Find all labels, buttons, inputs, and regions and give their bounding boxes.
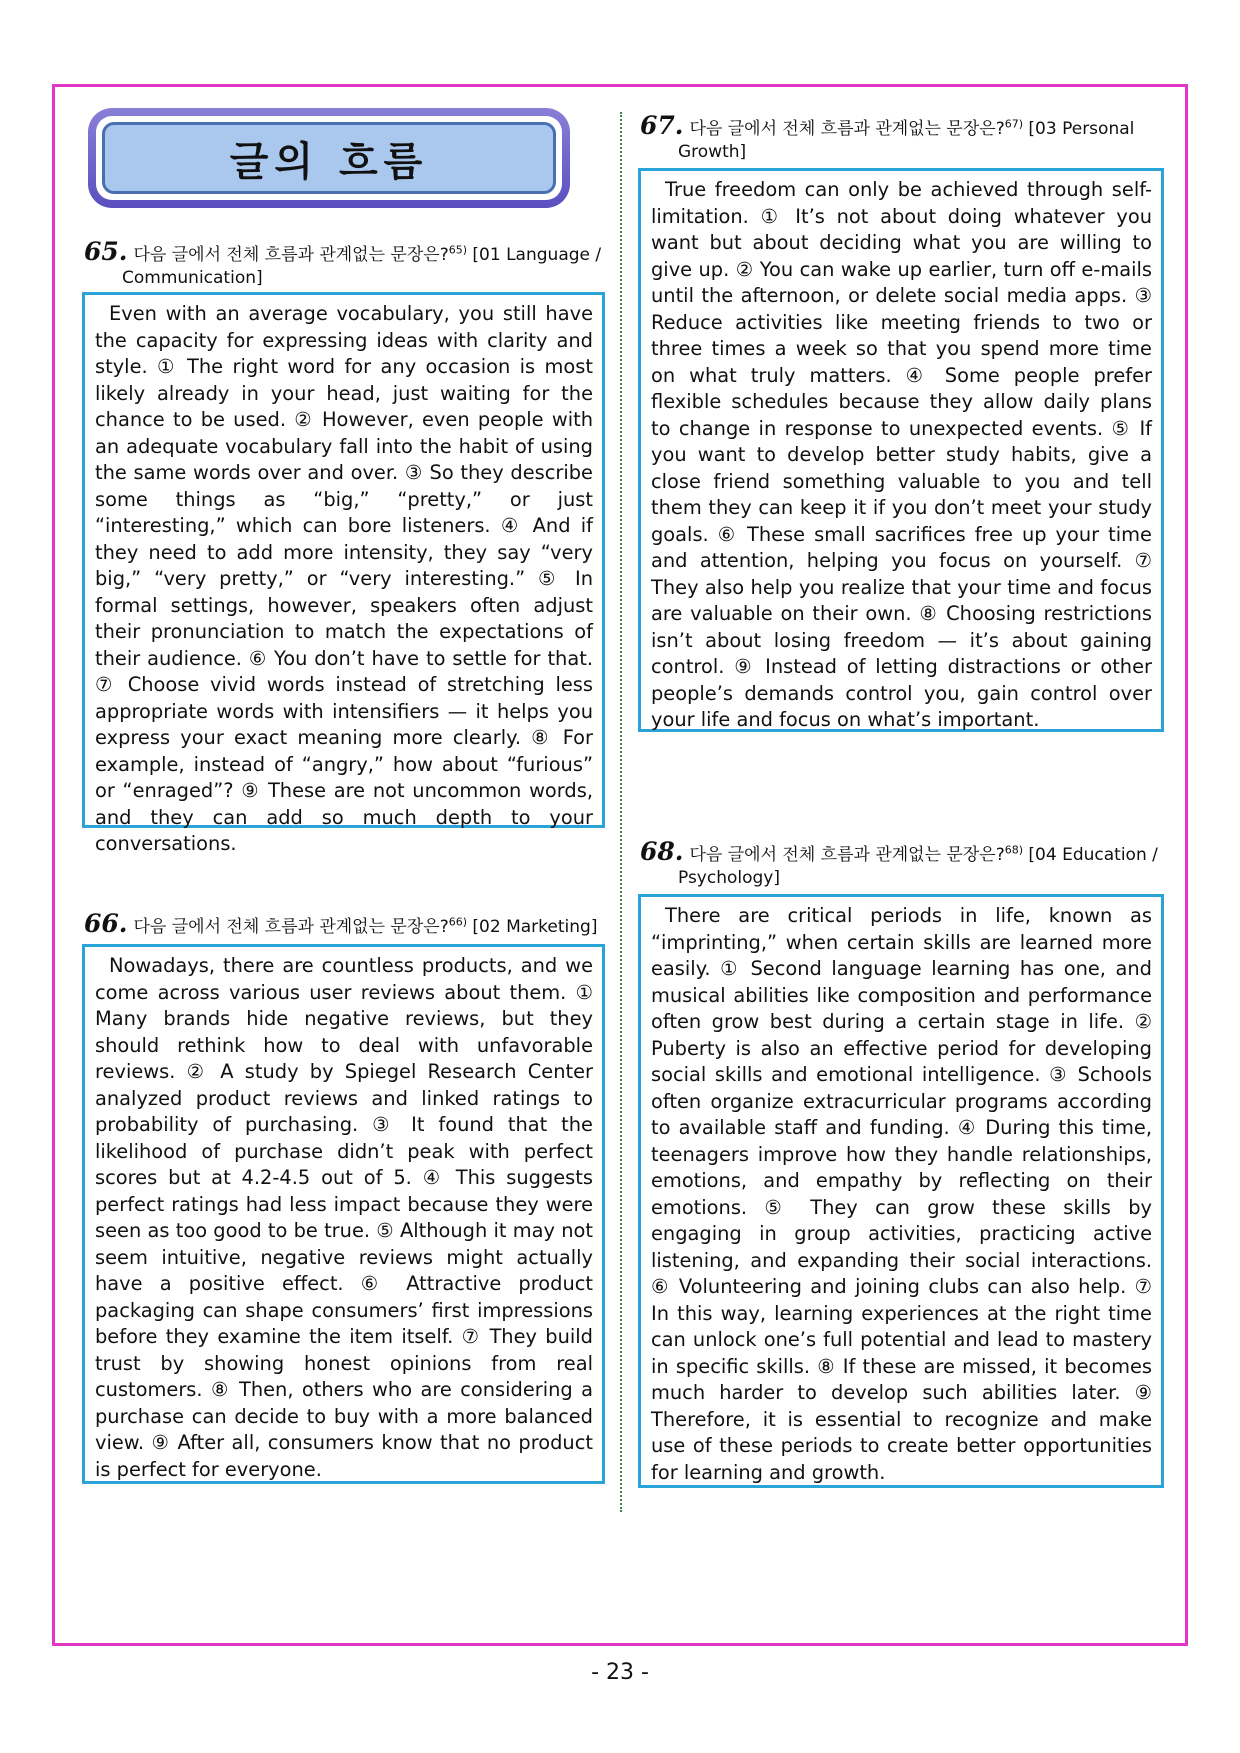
passage-text: True freedom can only be achieved through self-limitation. ① It’s not about doing whatever you want but about deciding what you are willing to give up. ② You can wake up earlier, turn off e-mails until the afternoon, or delete social media apps. ③ Reduce activities like meeting friends to two or three times a week so that you spend more time on what truly matters. ④ Some people prefer flexible schedules because they allow daily plans to change in response to unexpected events. ⑤ If you want to develop better study habits, give a close friend something valuable to you and tell them they can keep it if you don’t meet your study goals. ⑥ These small sacrifices free up your time and attention, helping you focus on yourself. ⑦ They also help you realize that your time and focus are valuable on their own. ⑧ Choosing restrictions isn’t about losing freedom — it’s about gaining control. ⑨ Instead of letting distractions or other people’s demands control you, gain control over your life and focus on what’s important.	[651, 178, 1152, 731]
question-tag: [04 Education /	[1028, 845, 1158, 865]
question-tag-continued: Psychology]	[678, 868, 780, 888]
question-prompt: 다음 글에서 전체 흐름과 관계없는 문장은?	[133, 917, 449, 937]
column-divider	[620, 112, 622, 1512]
question-67-passage	[638, 168, 1164, 732]
question-number: 67.	[640, 111, 684, 140]
question-68-header	[640, 837, 1165, 890]
section-title-banner	[88, 108, 570, 208]
page-number: - 23 -	[591, 1660, 649, 1685]
passage-text: There are critical periods in life, known as “imprinting,” when certain skills are learned more easily. ① Second language learning has one, and musical abilities like composition and performance often grow best during a certain stage in life. ② Puberty is also an effective period for developing social skills and emotional intelligence. ③ Schools often organize extracurricular programs according to available staff and funding. ④ During this time, teenagers improve how they handle relationships, emotions, and empathy by reflecting on their emotions. ⑤ They can grow these skills by engaging in group activities, practicing active listening, and expanding their social interactions. ⑥ Volunteering and joining clubs can also help. ⑦ In this way, learning experiences at the right time can unlock one’s full potential and lead to mastery in specific skills. ⑧ If these are missed, it becomes much harder to develop such abilities later. ⑨ Therefore, it is essential to recognize and make use of these periods to create better opportunities for learning and growth.	[651, 904, 1152, 1484]
question-67-header	[640, 111, 1165, 164]
question-prompt: 다음 글에서 전체 흐름과 관계없는 문장은?	[689, 845, 1005, 865]
question-65-passage	[82, 292, 605, 855]
question-66-header	[84, 909, 604, 939]
question-66-passage	[82, 944, 605, 1484]
question-tag: [01 Language /	[472, 245, 602, 265]
question-tag-continued: Growth]	[678, 142, 747, 162]
question-number: 66.	[84, 909, 128, 938]
question-prompt: 다음 글에서 전체 흐름과 관계없는 문장은?	[133, 245, 449, 265]
footnote-ref: 66)	[448, 915, 468, 929]
question-number: 65.	[84, 237, 128, 266]
passage-text: Nowadays, there are countless products, and we come across various user reviews about them. ① Many brands hide negative reviews, but they should rethink how to deal with unfavorable reviews. ② A study by Spiegel Research Center analyzed product reviews and linked ratings to probability of purchasing. ③ It found that the likelihood of purchase didn’t peak with perfect scores but at 4.2-4.5 out of 5. ④ This suggests perfect ratings had less impact because they were seen as too good to be true. ⑤ Although it may not seem intuitive, negative reviews might actually have a positive effect. ⑥ Attractive product packaging can shape consumers’ first impressions before they examine the item itself. ⑦ They build trust by showing honest opinions from real customers. ⑧ Then, others who are considering a purchase can decide to buy with a more balanced view. ⑨ After all, consumers know that no product is perfect for everyone.	[95, 954, 593, 1481]
footnote-ref: 68)	[1004, 843, 1024, 857]
footnote-ref: 65)	[448, 243, 468, 257]
question-tag: [02 Marketing]	[472, 917, 598, 937]
footnote-ref: 67)	[1004, 117, 1024, 131]
question-tag-continued: Communication]	[122, 268, 263, 288]
question-prompt: 다음 글에서 전체 흐름과 관계없는 문장은?	[689, 119, 1005, 139]
passage-text: Even with an average vocabulary, you still have the capacity for expressing ideas with clarity and style. ① The right word for any occasion is most likely already in your head, just waiting for the chance to be used. ② However, even people with an adequate vocabulary fall into the habit of using the same words over and over. ③ So they describe some things as “big,” “pretty,” or just “interesting,” which can bore listeners. ④ And if they need to add more intensity, they say “very big,” “very pretty,” or “very interesting.” ⑤ In formal settings, however, speakers often adjust their pronunciation to match the expectations of their audience. ⑥ You don’t have to settle for that. ⑦ Choose vivid words instead of stretching less appropriate words with intensifiers — it helps you express your exact meaning more clearly. ⑧ For example, instead of “angry,” how about “furious” or “enraged”? ⑨ These are not uncommon words, and they can add so much depth to your conversations.	[95, 302, 593, 855]
question-number: 68.	[640, 837, 684, 866]
question-tag: [03 Personal	[1028, 119, 1135, 139]
question-68-passage	[638, 894, 1164, 1488]
section-title: 글의 흐름	[102, 122, 556, 194]
question-65-header	[84, 237, 604, 290]
